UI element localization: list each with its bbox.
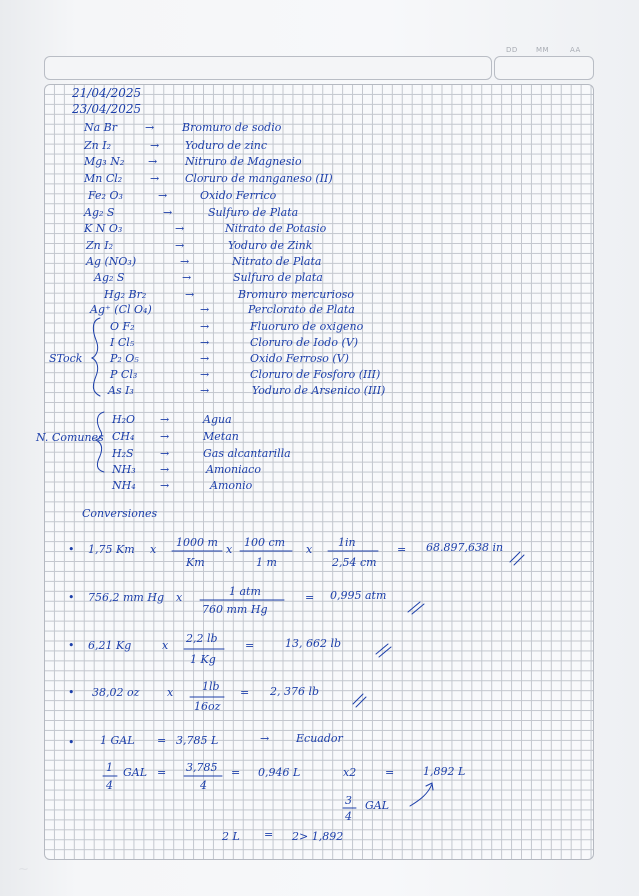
c5-start: 1 GAL: [100, 734, 135, 747]
conversions-title: Conversiones: [82, 507, 158, 520]
c7-frac-numerator: 3: [345, 794, 352, 807]
compound-4-arrow: →: [150, 172, 160, 185]
c1-times-1: x: [150, 543, 157, 556]
date-2: 23/04/2025: [72, 102, 142, 116]
c6-frac-denominator: 4: [106, 779, 113, 792]
compound-1-formula: Na Br: [84, 121, 118, 134]
c5-equals: =: [157, 734, 167, 747]
compound-3-arrow: →: [148, 155, 158, 168]
common-4-formula: NH₃: [112, 463, 136, 476]
compound-6-arrow: →: [163, 206, 173, 219]
c1-equals: =: [397, 543, 407, 556]
compound-10-name: Sulfuro de plata: [233, 271, 323, 284]
compound-12-name: Perclorato de Plata: [248, 303, 355, 316]
c7-frac-denominator: 4: [345, 810, 352, 823]
date-field-day: DD: [506, 46, 518, 54]
compound-8-arrow: →: [175, 239, 185, 252]
stock-4-name: Cloruro de Fosforo (III): [250, 368, 381, 381]
compound-4-name: Cloruro de manganeso (II): [185, 172, 333, 185]
common-5-arrow: →: [160, 479, 170, 492]
compound-5-arrow: →: [158, 189, 168, 202]
c6-equals-3: =: [385, 766, 395, 779]
c2-check-mark: [408, 602, 424, 614]
compound-10-arrow: →: [182, 271, 192, 284]
c3-numerator: 2,2 lb: [186, 632, 218, 645]
bullet-2: •: [68, 591, 75, 604]
common-3-formula: H₂S: [112, 447, 134, 460]
c8-text: 2 L: [222, 830, 240, 843]
compound-3-name: Nitruro de Magnesio: [185, 155, 302, 168]
c4-check-mark: [353, 694, 366, 707]
stock-5-name: Yoduro de Arsenico (III): [252, 384, 386, 397]
c8-rest: 2> 1,892: [292, 830, 344, 843]
c4-start: 38,02 oz: [92, 686, 140, 699]
stock-1-arrow: →: [200, 320, 210, 333]
compound-12-formula: Ag⁺ (Cl O₄): [90, 303, 152, 316]
c2-result: 0,995 atm: [330, 589, 387, 602]
common-1-formula: H₂O: [112, 413, 136, 426]
compound-7-name: Nitrato de Potasio: [225, 222, 327, 235]
common-5-name: Amonio: [210, 479, 253, 492]
c6-equals-1: =: [157, 766, 167, 779]
stock-5-arrow: →: [200, 384, 210, 397]
c1-f2-denominator: 1 m: [256, 556, 277, 569]
compound-6-name: Sulfuro de Plata: [208, 206, 299, 219]
c6-multiplier: x2: [343, 766, 357, 779]
c1-f1-denominator: Km: [186, 556, 205, 569]
common-4-name: Amoniaco: [206, 463, 261, 476]
brand-watermark: ~: [18, 862, 29, 877]
c2-start: 756,2 mm Hg: [88, 591, 164, 604]
c4-result: 2, 376 lb: [270, 685, 320, 698]
compound-8-formula: Zn I₂: [86, 239, 113, 252]
stock-3-name: Oxido Ferroso (V): [250, 352, 349, 365]
stock-3-formula: P₂ O₅: [110, 352, 139, 365]
compound-8-name: Yoduro de Zink: [228, 239, 313, 252]
c8-equals: =: [264, 828, 274, 841]
compound-11-name: Bromuro mercurioso: [238, 288, 354, 301]
c2-equals: =: [305, 591, 315, 604]
stock-2-arrow: →: [200, 336, 210, 349]
bullet-3: •: [68, 639, 75, 652]
c2-numerator: 1 atm: [229, 585, 261, 598]
compound-7-formula: K N O₃: [84, 222, 123, 235]
common-3-arrow: →: [160, 447, 170, 460]
compound-1-arrow: →: [145, 121, 155, 134]
c3-denominator: 1 Kg: [190, 653, 216, 666]
compound-7-arrow: →: [175, 222, 185, 235]
c5-value: 3,785 L: [176, 734, 219, 747]
c2-denominator: 760 mm Hg: [202, 603, 268, 616]
date-1: 21/04/2025: [72, 86, 142, 100]
common-names-label: N. Comunes: [36, 431, 104, 444]
compound-10-formula: Ag₂ S: [94, 271, 125, 284]
stock-4-arrow: →: [200, 368, 210, 381]
common-1-name: Agua: [203, 413, 232, 426]
common-4-arrow: →: [160, 463, 170, 476]
stock-label: STock: [49, 352, 83, 365]
stock-3-arrow: →: [200, 352, 210, 365]
bullet-5: •: [68, 736, 75, 749]
bullet-1: •: [68, 543, 75, 556]
compound-2-arrow: →: [150, 139, 160, 152]
common-2-name: Metan: [203, 430, 239, 443]
compound-9-name: Nitrato de Plata: [232, 255, 322, 268]
c4-numerator: 1lb: [202, 680, 220, 693]
c6-value-denominator: 4: [200, 779, 207, 792]
c6-value: 0,946 L: [258, 766, 301, 779]
c3-check-mark: [376, 644, 391, 657]
c6-frac-numerator: 1: [106, 761, 113, 774]
common-names-brace: [96, 412, 104, 472]
compound-11-formula: Hg₂ Br₂: [104, 288, 147, 301]
c1-check-mark: [510, 552, 524, 565]
c4-times: x: [167, 686, 174, 699]
c1-f3-denominator: 2,54 cm: [332, 556, 377, 569]
c5-note: Ecuador: [296, 732, 343, 745]
compound-1-name: Bromuro de sodio: [182, 121, 282, 134]
c7-arrow: [410, 783, 433, 806]
common-3-name: Gas alcantarilla: [203, 447, 291, 460]
compound-6-formula: Ag₂ S: [84, 206, 115, 219]
c3-times: x: [162, 639, 169, 652]
stock-2-formula: I Cl₅: [110, 336, 135, 349]
stock-1-name: Fluoruro de oxigeno: [250, 320, 364, 333]
compound-5-formula: Fe₂ O₃: [88, 189, 123, 202]
stock-brace: [92, 318, 100, 396]
stock-2-name: Cloruro de Iodo (V): [250, 336, 358, 349]
c3-start: 6,21 Kg: [88, 639, 132, 652]
compound-2-formula: Zn I₂: [84, 139, 111, 152]
c1-times-3: x: [306, 543, 313, 556]
c1-result: 68.897,638 in: [426, 541, 504, 554]
common-2-formula: CH₄: [112, 430, 135, 443]
compound-9-formula: Ag (NO₃): [86, 255, 137, 268]
c3-equals: =: [245, 639, 255, 652]
c6-value-numerator: 3,785: [186, 761, 218, 774]
compound-12-arrow: →: [200, 303, 210, 316]
c1-f3-numerator: 1in: [338, 536, 356, 549]
stock-4-formula: P Cl₃: [110, 368, 138, 381]
c6-result: 1,892 L: [423, 765, 466, 778]
c5-arrow: →: [260, 732, 270, 745]
c2-times: x: [176, 591, 183, 604]
compound-2-name: Yoduro de zinc: [185, 139, 268, 152]
compound-5-name: Oxido Ferrico: [200, 189, 277, 202]
common-2-arrow: →: [160, 430, 170, 443]
c4-denominator: 16oz: [194, 700, 221, 713]
c4-equals: =: [240, 686, 250, 699]
c6-equals-2: =: [231, 766, 241, 779]
date-field-year: AA: [570, 46, 581, 54]
c1-start: 1,75 Km: [88, 543, 135, 556]
c7-unit: GAL: [365, 799, 390, 812]
compound-11-arrow: →: [185, 288, 195, 301]
compound-9-arrow: →: [180, 255, 190, 268]
c1-times-2: x: [226, 543, 233, 556]
compound-3-formula: Mg₃ N₂: [84, 155, 125, 168]
common-5-formula: NH₄: [112, 479, 136, 492]
bullet-4: •: [68, 686, 75, 699]
compound-4-formula: Mn Cl₂: [84, 172, 123, 185]
stock-5-formula: As I₃: [108, 384, 134, 397]
c1-f1-numerator: 1000 m: [176, 536, 218, 549]
c3-result: 13, 662 lb: [285, 637, 342, 650]
common-1-arrow: →: [160, 413, 170, 426]
c6-unit: GAL: [123, 766, 148, 779]
stock-1-formula: O F₂: [110, 320, 135, 333]
date-field-month: MM: [536, 46, 550, 54]
c1-f2-numerator: 100 cm: [244, 536, 286, 549]
